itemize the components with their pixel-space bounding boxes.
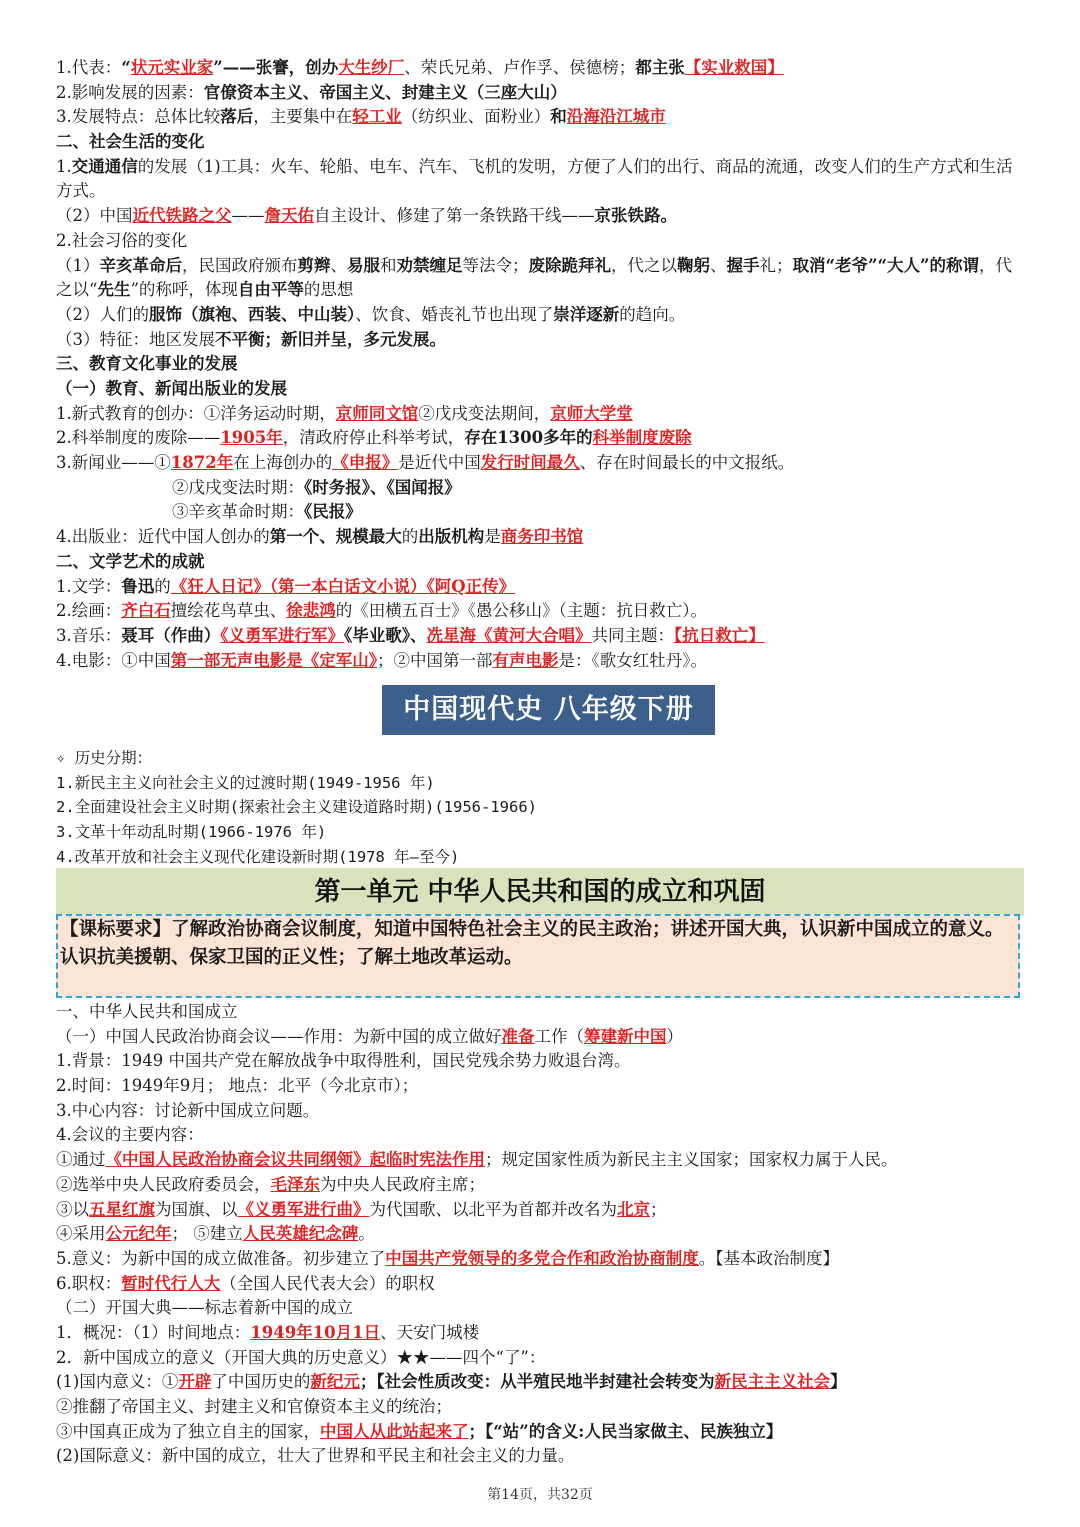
text-line: 4.电影：①中国第一部无声电影是《定军山》；②中国第一部有声电影是：《歌女红牡丹》。 xyxy=(56,650,707,670)
text-line: ①通过《中国人民政治协商会议共同纲领》起临时宪法作用；规定国家性质为新民主主义国家；国家权力属于人民。 xyxy=(56,1150,898,1170)
unit-banner: 第一单元 中华人民共和国的成立和巩固 xyxy=(56,868,1024,916)
text-line: 2.影响发展的因素：官僚资本主义、帝国主义、封建主义（三座大山） xyxy=(56,82,567,102)
text-line: 2.时间：1949年9月； 地点：北平（今北京市）； xyxy=(56,1076,419,1096)
top-section xyxy=(56,56,1026,673)
text-line: 3.音乐：聂耳（作曲）《义勇军进行军》《毕业歌》、冼星海《黄河大合唱》共同主题：【抗日救亡】 xyxy=(56,625,765,645)
history-periods xyxy=(56,746,1026,869)
bottom-section xyxy=(56,1000,1026,1469)
text-line: (2)国际意义：新中国的成立，壮大了世界和平民主和社会主义的力量。 xyxy=(56,1446,575,1466)
text-line: (1)国内意义：①开辟了中国历史的新纪元；【社会性质改变：从半殖民地半封建社会转变为新民主主义社会】 xyxy=(56,1372,847,1392)
periods-title: ✧ 历史分期： xyxy=(56,749,153,767)
list-item: 3.文革十年动乱时期(1966-1976 年) xyxy=(56,823,327,842)
text-line: （3）特征：地区发展不平衡；新旧并呈，多元发展。 xyxy=(56,329,446,349)
text-line: 3.发展特点：总体比较落后，主要集中在轻工业（纺织业、面粉业）和沿海沿江城市 xyxy=(56,107,666,127)
text-line: 4.会议的主要内容： xyxy=(56,1125,204,1145)
text-line: 1.交通通信的发展（1)工具：火车、轮船、电车、汽车、飞机的发明，方便了人们的出行、商品的流通，改变人们的生产方式和生活方式。 xyxy=(56,156,1013,201)
chapter-banner: 中国现代史 八年级下册 xyxy=(382,685,715,735)
text-line: （二）开国大典——标志着新中国的成立 xyxy=(56,1298,353,1318)
text-line: 1.新式教育的创办：①洋务运动时期，京师同文馆②戊戌变法期间，京师大学堂 xyxy=(56,403,633,423)
list-item: 4.改革开放和社会主义现代化建设新时期(1978 年—至今) xyxy=(56,847,460,866)
text-line: ②戊戌变法时期：《时务报》、《国闻报》 xyxy=(172,477,461,497)
text-line: 2.社会习俗的变化 xyxy=(56,230,188,250)
text-line: 1．概况：（1）时间地点：1949年10月1日、天安门城楼 xyxy=(56,1322,480,1342)
text-line: 2．新中国成立的意义（开国大典的历史意义）★★——四个“了”： xyxy=(56,1347,546,1367)
text-line: ③辛亥革命时期：《民报》 xyxy=(172,502,362,522)
text-line: （2）中国近代铁路之父——詹天佑自主设计、修建了第一条铁路干线——京张铁路。 xyxy=(56,206,677,226)
page-number: 第14页，共32页 xyxy=(487,1487,593,1503)
text-line: 5.意义：为新中国的成立做准备。初步建立了中国共产党领导的多党合作和政治协商制度。【基本政治制度】 xyxy=(56,1248,839,1268)
text-line: 2.科举制度的废除——1905年，清政府停止科举考试，存在1300多年的科举制度废除 xyxy=(56,428,692,448)
section-heading: 二、文学艺术的成就 xyxy=(56,551,205,571)
text-line: （2）人们的服饰（旗袍、西装、中山装）、饮食、婚丧礼节也出现了崇洋逐新的趋向。 xyxy=(56,304,686,324)
text-line: 2.绘画：齐白石擅绘花鸟草虫、徐悲鸿的《田横五百士》《愚公移山》（主题：抗日救亡）。 xyxy=(56,601,707,621)
text-line: ③中国真正成为了独立自主的国家，中国人从此站起来了；【“站”的含义:人民当家做主、民族独立】 xyxy=(56,1421,783,1441)
text-line: 4.出版业：近代中国人创办的第一个、规模最大的出版机构是商务印书馆 xyxy=(56,527,584,547)
text-line: （一）中国人民政治协商会议——作用：为新中国的成立做好准备工作（筹建新中国） xyxy=(56,1026,683,1046)
text-line: 3.新闻业——①1872年在上海创办的《申报》是近代中国发行时间最久、存在时间最长的中文报纸。 xyxy=(56,453,795,473)
curriculum-text: 认识抗美援朝、保家卫国的正义性；了解土地改革运动。 xyxy=(60,947,523,968)
text-line: 1.文学：鲁迅的《狂人日记》（第一本白话文小说）《阿Q正传》 xyxy=(56,576,516,596)
text-line: ②推翻了帝国主义、封建主义和官僚资本主义的统治； xyxy=(56,1397,452,1416)
text-line: ③以五星红旗为国旗、以《义勇军进行曲》为代国歌、以北平为首都并改名为北京； xyxy=(56,1199,667,1219)
section-heading: 一、中华人民共和国成立 xyxy=(56,1002,238,1021)
curriculum-text: 【课标要求】了解政治协商会议制度，知道中国特色社会主义的民主政治；讲述开国大典，认识新中国成立的意义。 xyxy=(60,919,1004,940)
section-heading: 三、教育文化事业的发展 xyxy=(56,354,238,374)
text-line: （1）辛亥革命后，民国政府颁布剪辫、易服和劝禁缠足等法令；废除跪拜礼，代之以鞠躬、握手礼；取消“老爷”“大人”的称谓，代之以“先生”的称呼，体现自由平等的思想 xyxy=(56,255,1012,300)
subsection-heading: （一）教育、新闻出版业的发展 xyxy=(56,379,287,398)
text-line: ④采用公元纪年； ⑤建立人民英雄纪念碑。 xyxy=(56,1224,375,1244)
list-item: 1.新民主主义向社会主义的过渡时期(1949-1956 年) xyxy=(56,773,435,792)
text-line: 1.背景：1949 中国共产党在解放战争中取得胜利，国民党残余势力败退台湾。 xyxy=(56,1051,631,1071)
text-line: 1.代表：“状元实业家”——张謇，创办大生纱厂、荣氏兄弟、卢作孚、侯德榜；都主张【实业救国】 xyxy=(56,58,784,77)
text-line: 3.中心内容：讨论新中国成立问题。 xyxy=(56,1100,320,1120)
curriculum-requirements-box xyxy=(56,914,1020,998)
text-line: ②选举中央人民政府委员会，毛泽东为中央人民政府主席； xyxy=(56,1174,485,1194)
section-heading: 二、社会生活的变化 xyxy=(56,132,205,152)
list-item: 2.全面建设社会主义时期(探索社会主义建设道路时期)(1956-1966) xyxy=(56,798,537,817)
text-line: 6.职权：暂时代行人大（全国人民代表大会）的职权 xyxy=(56,1273,435,1293)
